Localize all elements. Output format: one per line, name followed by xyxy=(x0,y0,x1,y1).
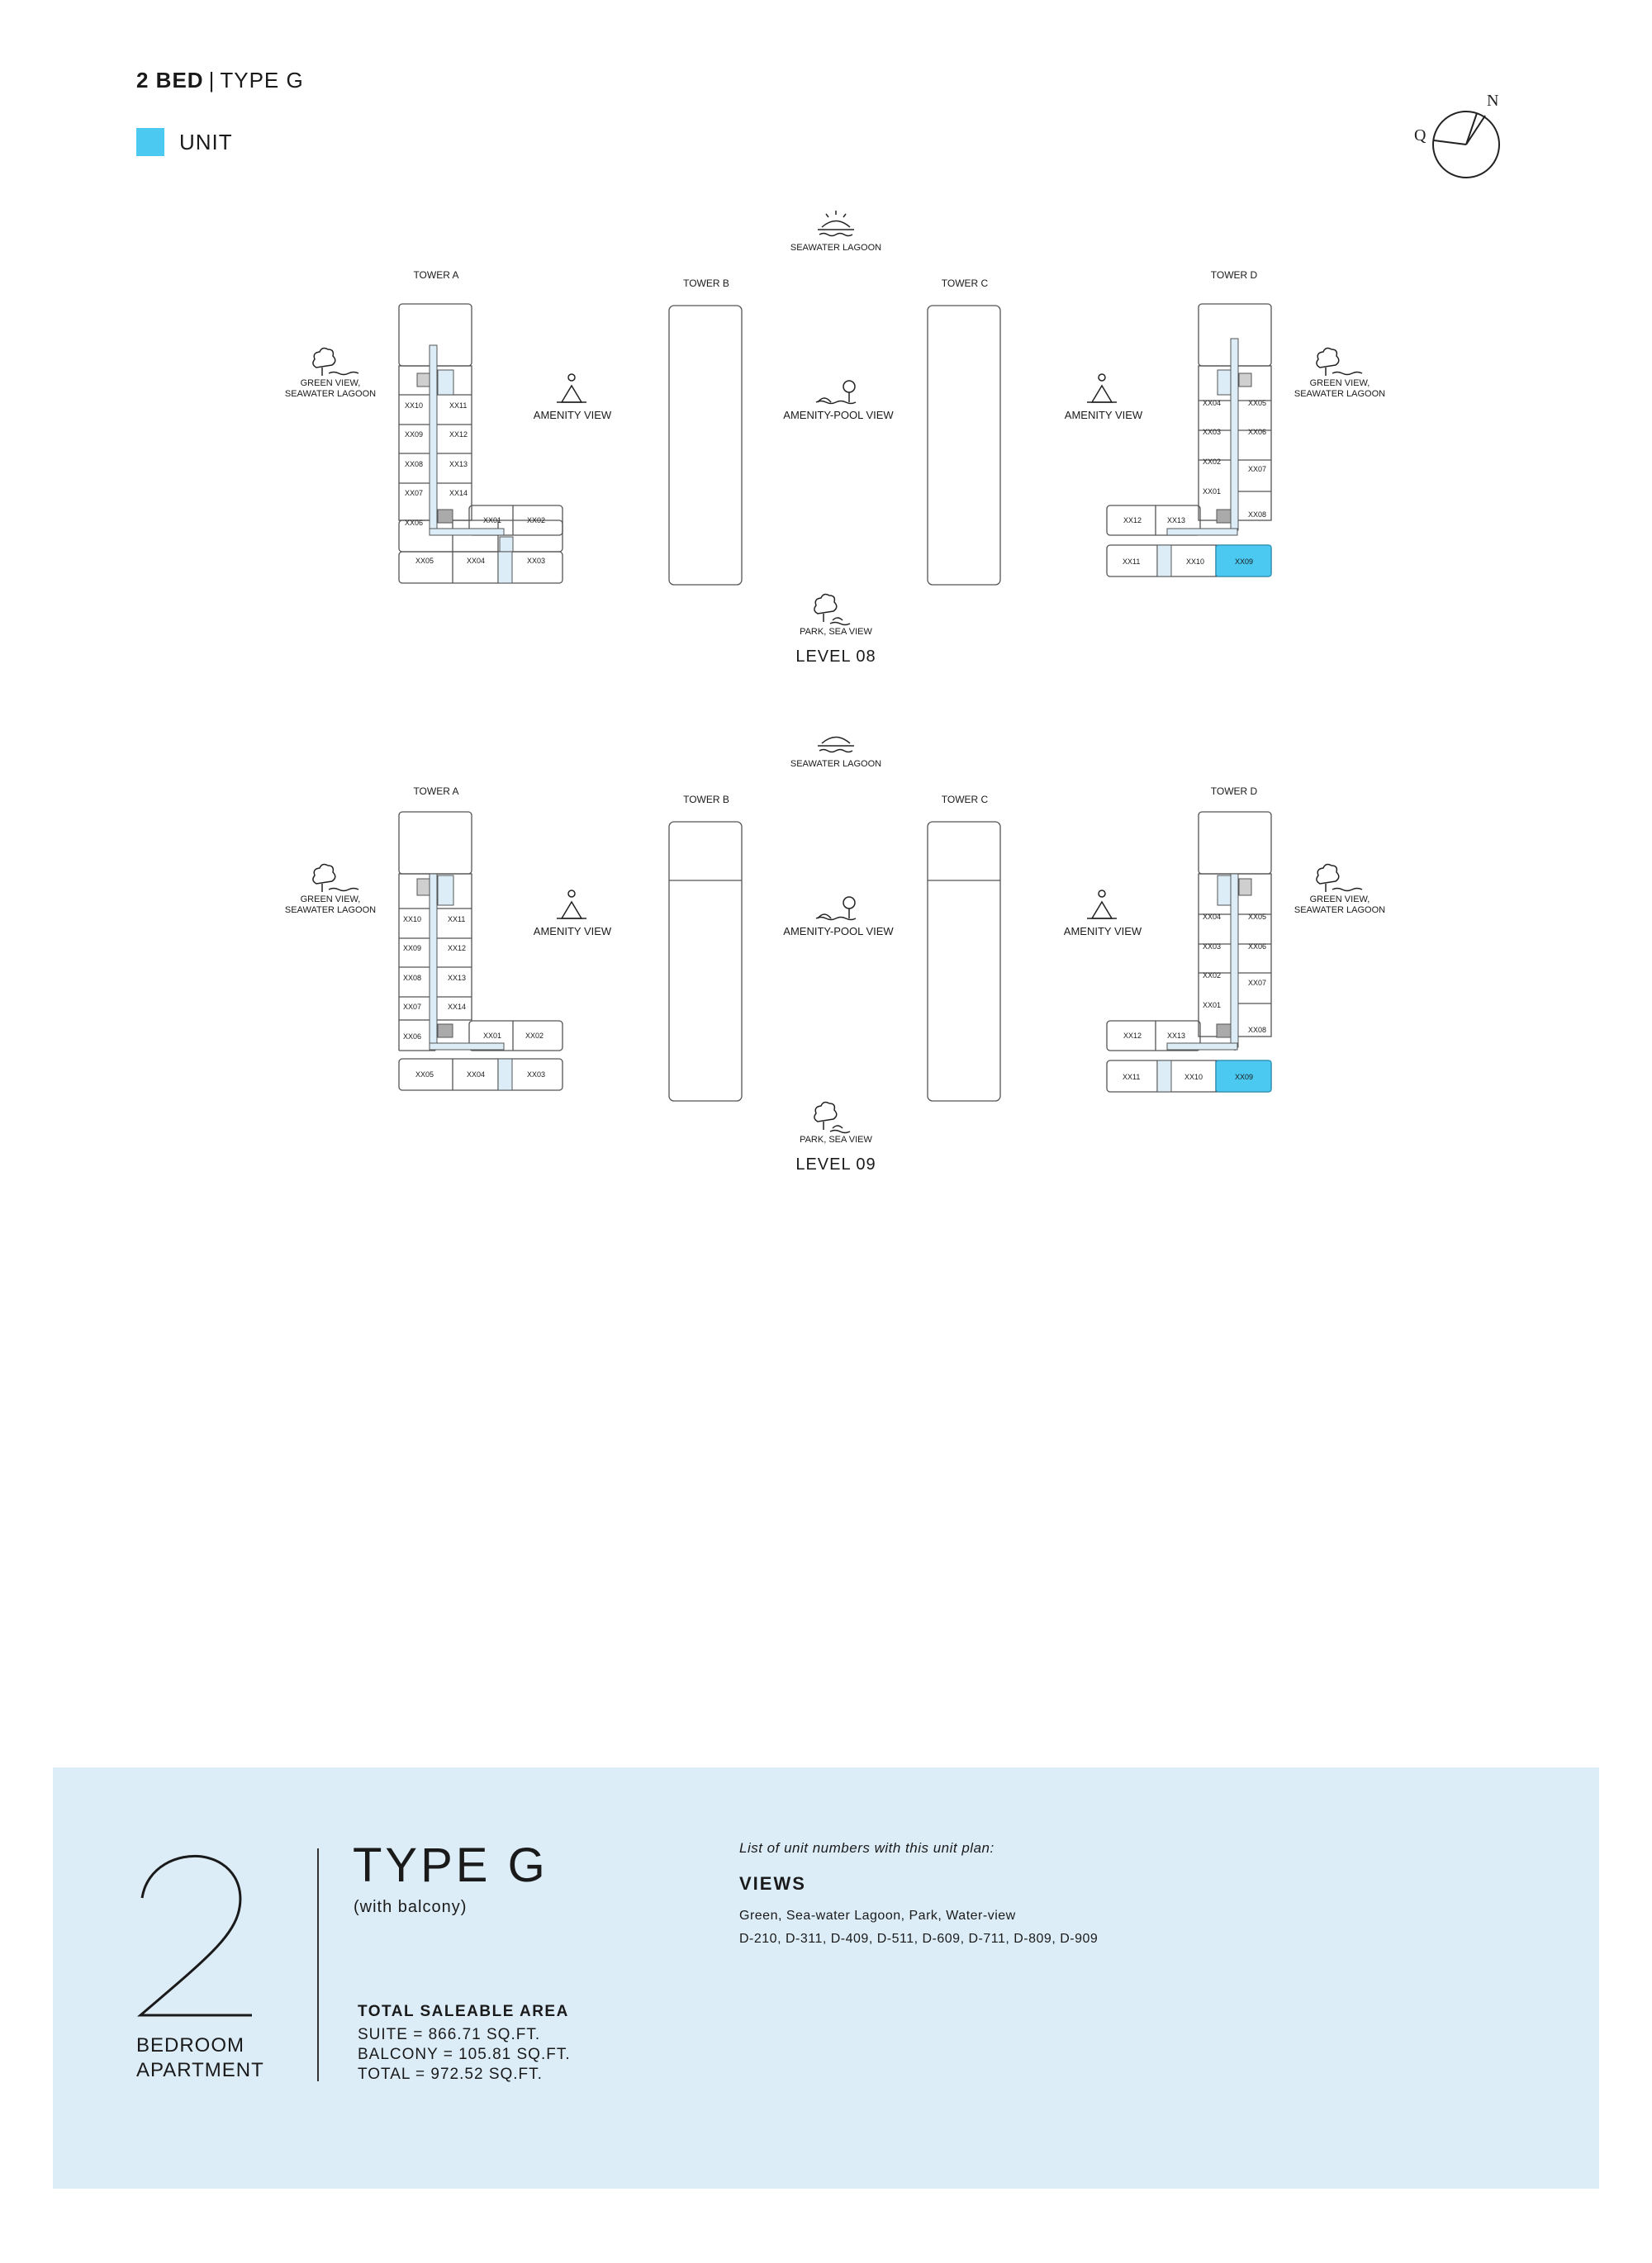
tree-icon xyxy=(1317,349,1362,376)
unit-number-list: D-210, D-311, D-409, D-511, D-609, D-711, D-809, D-909 xyxy=(739,1932,1099,1946)
tower-c-label: TOWER C xyxy=(941,794,989,805)
tower-d-core xyxy=(1218,370,1231,395)
amenity-icon xyxy=(557,374,586,402)
area-title: TOTAL SALEABLE AREA xyxy=(358,2003,569,2020)
unit-label: XX06 xyxy=(1248,428,1267,436)
tower-d-corridor-2 xyxy=(1167,529,1237,535)
unit-label: XX14 xyxy=(449,489,468,497)
unit-label: XX03 xyxy=(1203,942,1222,951)
amenity-pool-view: AMENITY-POOL VIEW xyxy=(783,925,894,937)
unit-label: XX13 xyxy=(1167,1032,1186,1040)
tower-a-core-3 xyxy=(438,1024,453,1037)
unit-label: XX12 xyxy=(449,430,468,439)
unit-label: XX13 xyxy=(1167,516,1186,524)
unit-list-intro: List of unit numbers with this unit plan: xyxy=(739,1840,995,1856)
summary-panel xyxy=(53,1767,1599,2189)
tower-d-core-3 xyxy=(1217,510,1231,523)
floor-plan-level-08 xyxy=(0,194,1652,723)
unit-label: XX06 xyxy=(405,519,424,527)
tree-icon xyxy=(1317,865,1362,892)
amenity-icon xyxy=(557,890,586,918)
unit-label: XX02 xyxy=(1203,971,1222,980)
bedroom-label xyxy=(136,2033,264,2083)
unit-label: XX11 xyxy=(449,401,468,410)
tower-a-corridor-2 xyxy=(430,529,504,535)
unit-label: XX12 xyxy=(1123,516,1142,524)
unit-label: XX01 xyxy=(483,1032,502,1040)
tower-b-label: TOWER B xyxy=(683,794,729,805)
tower-a-label: TOWER A xyxy=(413,785,459,797)
bedroom-label-line1: BEDROOM xyxy=(136,2034,245,2057)
unit-label: XX05 xyxy=(415,1070,434,1079)
tower-d-corridor xyxy=(1231,874,1238,1047)
unit-label: XX07 xyxy=(1248,465,1267,473)
view-west-label-2: SEAWATER LAGOON xyxy=(284,389,377,399)
tower-d-balcony xyxy=(1157,1060,1171,1092)
amenity-pool-icon xyxy=(816,897,856,920)
unit-label: XX04 xyxy=(467,1070,486,1079)
legend-label: UNIT xyxy=(179,129,233,154)
unit-label: XX04 xyxy=(1203,399,1222,407)
tower-d-label: TOWER D xyxy=(1210,785,1258,797)
unit-label: XX11 xyxy=(448,915,466,923)
tower-a-corridor xyxy=(430,345,437,531)
seawater-lagoon-icon xyxy=(818,211,854,236)
view-north-label: SEAWATER LAGOON xyxy=(790,243,882,253)
view-south-label: PARK, SEA VIEW xyxy=(800,1135,872,1145)
total-area: TOTAL = 972.52 SQ.FT. xyxy=(358,2066,543,2083)
amenity-pool-icon xyxy=(816,381,856,404)
views-title: VIEWS xyxy=(739,1873,806,1894)
view-south-label: PARK, SEA VIEW xyxy=(800,627,872,637)
bed-count: 2 BED xyxy=(136,68,204,93)
bedroom-label-line2: APARTMENT xyxy=(136,2059,264,2081)
unit-label: XX10 xyxy=(405,401,424,410)
tower-d-core-2 xyxy=(1239,373,1251,387)
view-west-label-1: GREEN VIEW, xyxy=(300,378,361,388)
tower-a-core-2 xyxy=(417,879,430,895)
type-title: TYPE G xyxy=(353,1838,548,1892)
tower-d-label: TOWER D xyxy=(1210,269,1258,281)
park-icon xyxy=(814,1103,850,1133)
unit-swatch xyxy=(136,128,164,156)
type-subtitle: (with balcony) xyxy=(354,1898,468,1916)
amenity-view-left: AMENITY VIEW xyxy=(533,409,612,421)
tower-a-corridor xyxy=(430,874,437,1047)
park-icon xyxy=(814,595,850,625)
unit-label: XX12 xyxy=(1123,1032,1142,1040)
unit-label: XX05 xyxy=(1248,399,1267,407)
unit-label: XX07 xyxy=(403,1003,422,1011)
unit-label: XX03 xyxy=(1203,428,1222,436)
amenity-pool-view: AMENITY-POOL VIEW xyxy=(783,409,894,421)
suite-area: SUITE = 866.71 SQ.FT. xyxy=(358,2026,541,2043)
tower-a-plan xyxy=(399,304,563,552)
unit-label: XX02 xyxy=(525,1032,544,1040)
unit-label: XX06 xyxy=(1248,942,1267,951)
unit-type: TYPE G xyxy=(220,68,304,93)
tower-d-balcony xyxy=(1157,545,1171,576)
view-east-label-2: SEAWATER LAGOON xyxy=(1294,905,1386,915)
tower-a-core-2 xyxy=(417,373,430,387)
unit-label: XX08 xyxy=(1248,1026,1267,1034)
amenity-icon xyxy=(1087,374,1117,402)
unit-label: XX04 xyxy=(467,557,486,565)
tree-icon xyxy=(313,349,358,376)
tower-a-stair xyxy=(500,537,513,552)
compass-w-label: Q xyxy=(1414,126,1427,145)
compass-needle-w xyxy=(1434,140,1466,145)
view-west-label-1: GREEN VIEW, xyxy=(300,894,361,904)
tree-icon xyxy=(313,865,358,892)
legend xyxy=(136,128,233,156)
compass-n-label: N xyxy=(1487,92,1499,110)
level-label: LEVEL 09 xyxy=(795,1155,876,1174)
views-description: Green, Sea-water Lagoon, Park, Water-view xyxy=(739,1909,1016,1923)
tower-a-balcony xyxy=(498,1059,512,1090)
unit-label: XX06 xyxy=(403,1032,422,1041)
unit-label: XX09 xyxy=(405,430,424,439)
unit-label: XX12 xyxy=(448,944,467,952)
unit-label: XX01 xyxy=(1203,487,1222,496)
amenity-view-left: AMENITY VIEW xyxy=(533,925,612,937)
unit-label: XX11 xyxy=(1123,557,1141,566)
bedroom-count-digit xyxy=(132,1850,256,2028)
tower-d-core-3 xyxy=(1217,1024,1231,1037)
tower-a-core xyxy=(438,875,453,905)
unit-label: XX07 xyxy=(405,489,424,497)
unit-label: XX14 xyxy=(448,1003,467,1011)
unit-label: XX05 xyxy=(415,557,434,565)
compass-needle-n2 xyxy=(1466,113,1477,145)
unit-label: XX03 xyxy=(527,1070,546,1079)
unit-label: XX08 xyxy=(1248,510,1267,519)
compass-needle-n xyxy=(1466,116,1485,145)
unit-label: XX09 xyxy=(403,944,422,952)
unit-label: XX11 xyxy=(1123,1073,1141,1081)
unit-label: XX10 xyxy=(403,915,422,923)
unit-label: XX09 xyxy=(1235,557,1254,566)
balcony-area: BALCONY = 105.81 SQ.FT. xyxy=(358,2046,571,2063)
floor-plan-level-09 xyxy=(0,710,1652,1239)
tower-c-label: TOWER C xyxy=(941,278,989,289)
amenity-view-right: AMENITY VIEW xyxy=(1064,409,1143,421)
tower-c-plan xyxy=(928,306,1000,585)
tower-b-plan xyxy=(669,822,742,1101)
unit-label: XX01 xyxy=(1203,1001,1222,1009)
seawater-lagoon-icon xyxy=(818,738,854,752)
unit-label: XX13 xyxy=(448,974,467,982)
unit-label: XX08 xyxy=(405,460,424,468)
tower-b-label: TOWER B xyxy=(683,278,729,289)
unit-label: XX10 xyxy=(1184,1073,1203,1081)
unit-label: XX10 xyxy=(1186,557,1205,566)
view-west-label-2: SEAWATER LAGOON xyxy=(284,905,377,915)
unit-label: XX09 xyxy=(1235,1073,1254,1081)
amenity-icon xyxy=(1087,890,1117,918)
tower-a-label: TOWER A xyxy=(413,269,459,281)
unit-label: XX03 xyxy=(527,557,546,565)
level-label: LEVEL 08 xyxy=(795,648,876,666)
tower-d-corridor xyxy=(1231,339,1238,530)
unit-label: XX05 xyxy=(1248,913,1267,921)
unit-label: XX02 xyxy=(1203,458,1222,466)
view-east-label-1: GREEN VIEW, xyxy=(1309,378,1370,388)
tower-a-core-3 xyxy=(438,510,453,523)
tower-d-corridor-2 xyxy=(1167,1043,1237,1050)
tower-c-plan xyxy=(928,822,1000,1101)
page-title xyxy=(136,68,304,93)
tower-a-balcony xyxy=(498,552,512,583)
tower-a-core xyxy=(438,370,453,395)
title-separator: | xyxy=(208,68,216,93)
unit-label: XX01 xyxy=(483,516,502,524)
unit-label: XX04 xyxy=(1203,913,1222,921)
unit-label: XX13 xyxy=(449,460,468,468)
unit-label: XX08 xyxy=(403,974,422,982)
vertical-divider xyxy=(317,1848,319,2081)
tower-d-core xyxy=(1218,875,1231,905)
compass-icon xyxy=(1404,91,1512,190)
view-east-label-1: GREEN VIEW, xyxy=(1309,894,1370,904)
view-east-label-2: SEAWATER LAGOON xyxy=(1294,389,1386,399)
tower-b-plan xyxy=(669,306,742,585)
view-north-label: SEAWATER LAGOON xyxy=(790,759,882,769)
tower-d-core-2 xyxy=(1239,879,1251,895)
unit-label: XX07 xyxy=(1248,979,1267,987)
tower-a-corridor-2 xyxy=(430,1043,504,1050)
unit-label: XX02 xyxy=(527,516,546,524)
amenity-view-right: AMENITY VIEW xyxy=(1063,925,1142,937)
